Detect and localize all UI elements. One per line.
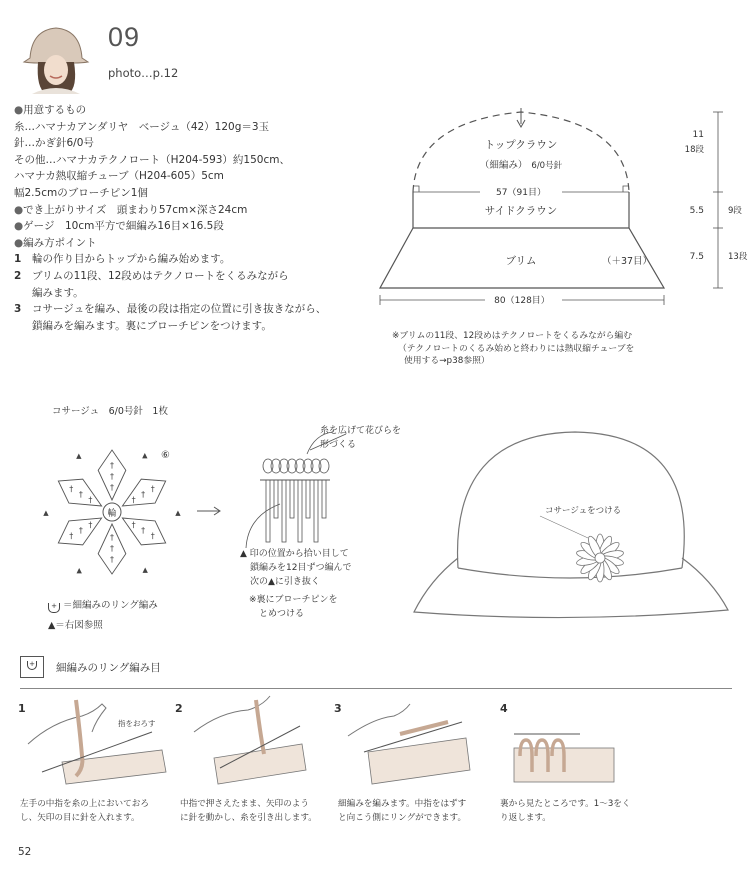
point-3-cont: 鎖編みを編みます。裏にブローチピンをつけます。 [32, 319, 272, 332]
materials-heading: ●用意するもの [14, 104, 87, 116]
point-1: 1 輪の作り目からトップから編み始めます。 [14, 253, 231, 266]
pin-note: ※裏にブローチピンを とめつける [249, 595, 338, 619]
photo-reference: photo…p.12 [108, 66, 179, 80]
step-2-illustration [190, 692, 310, 787]
corsage-chart [30, 420, 200, 600]
triangle-marker: ▲ [43, 509, 49, 518]
flower-center [595, 553, 605, 563]
gauge: ●ゲージ 10cm平方で細編み16目×16.5段 [14, 220, 224, 233]
pattern-number: 09 [108, 22, 141, 52]
stitch-symbol: † [110, 461, 114, 470]
hook-line: 針…かぎ針6/0号 [14, 137, 94, 150]
dim-mid-rows: 9段 [728, 206, 742, 216]
chain-loop [263, 459, 273, 473]
corsage-legend-ring: + ＝細編みのリング編み [48, 597, 158, 613]
hat-note: ※ブリムの11段、12段めはテクノロートをくるみながら編む （テクノロートのくるみ始めと終わりには熱収縮チューブを 使用する→p38参照） [392, 331, 635, 366]
chain-loop [271, 459, 281, 473]
arrow-right-icon [196, 506, 222, 516]
dim-top-value: 11 [692, 130, 704, 140]
chain-loop [319, 459, 329, 473]
side-crown-label: サイドクラウン [484, 205, 558, 217]
other-line-3: 幅2.5cmのブローチピン1個 [14, 186, 148, 199]
stitch-symbol: † [69, 531, 74, 541]
dim-top-rows: 18段 [684, 145, 704, 155]
triangle-marker: ▲ [76, 566, 82, 575]
chain-strand [290, 480, 294, 518]
step-3-caption: 細編みを編みます。中指をはずす と向こう側にリングができます。 [338, 799, 467, 823]
ring-label: 輪 [107, 509, 117, 519]
ring-stitch-icon: + [20, 656, 44, 678]
chain-loop [303, 459, 313, 473]
stitch-symbol: † [78, 490, 83, 499]
spread-note: 糸を広げて花びらを 形づくる [320, 426, 402, 450]
step-4-number: 4 [500, 702, 508, 715]
technique-header: + 細編みのリング編み目 [20, 656, 161, 678]
brim-width: 80（128目） [494, 296, 550, 306]
dim-bot-rows: 13段 [728, 252, 748, 262]
stitch-symbol: † [88, 520, 93, 530]
dim-bot-value: 7.5 [689, 252, 704, 262]
ring-stitch-icon: + [48, 603, 60, 613]
yarn-line: 糸…ハマナカアンダリヤ ベージュ（42）120g＝3玉 [14, 120, 270, 133]
step-3-number: 3 [334, 702, 342, 715]
chain-loop [287, 459, 297, 473]
chain-loop [295, 459, 305, 473]
step-2-caption: 中指で押さえたまま、矢印のよう に針を動かし、糸を引き出します。 [180, 799, 317, 823]
corsage-title: コサージュ 6/0号針 1枚 [52, 406, 168, 417]
top-crown-label: トップクラウン [484, 139, 558, 151]
step-1-caption: 左手の中指を糸の上においておろ し、矢印の目に針を入れます。 [20, 799, 149, 823]
stitch-symbol: † [110, 555, 114, 564]
materials-block [14, 102, 326, 334]
page-number: 52 [18, 846, 32, 858]
stitch-symbol: † [150, 484, 155, 494]
pickup-arrow [244, 500, 284, 550]
stitch-symbol: † [110, 533, 114, 542]
step-3-illustration [344, 692, 474, 787]
other-line-1: その他…ハマナカテクノロート（H204-593）約150cm、 [14, 153, 290, 166]
brim-label: ブリム [505, 255, 537, 267]
stitch-symbol: † [131, 520, 136, 530]
chain-loop [311, 459, 321, 473]
step-1-number: 1 [18, 702, 26, 715]
other-line-2: ハマナカ熱収縮チューブ（H204-605）5cm [14, 170, 224, 183]
finger-label: 指をおろす [118, 719, 156, 728]
triangle-marker: ▲ [175, 508, 181, 517]
top-crown-stitch: （細編み） 6/0号針 [479, 160, 563, 171]
step-2-number: 2 [175, 702, 183, 715]
point-2-cont: 編みます。 [32, 286, 84, 299]
crown-width: 57（91目） [496, 188, 546, 198]
attach-corsage-label: コサージュをつける [545, 506, 622, 516]
point-2: 2 ブリムの11段、12段めはテクノロートをくるみながら [14, 269, 289, 282]
step-4-illustration [510, 718, 620, 788]
pickup-note: ▲ 印の位置から拾い目して 鎖編みを12目ずつ編んで 次の▲に引き抜く [240, 549, 352, 587]
stitch-symbol: † [110, 544, 114, 553]
row-marker: ⑥ [161, 450, 170, 461]
technique-rule [20, 688, 732, 689]
point-3: 3 コサージュを編み、最後の段は指定の位置に引き抜きながら、 [14, 303, 327, 316]
stitch-symbol: † [131, 495, 136, 505]
finished-hat-illustration [410, 420, 735, 620]
stitch-symbol: † [110, 483, 114, 492]
chain-strand [314, 480, 318, 542]
chain-loop [279, 459, 289, 473]
brim-increase: （＋37目） [601, 256, 653, 267]
chain-strand [298, 480, 302, 542]
model-photo [18, 18, 94, 94]
stitch-symbol: † [69, 484, 74, 494]
dim-mid-value: 5.5 [689, 206, 704, 216]
stitch-symbol: † [88, 495, 93, 505]
corsage-legend-triangle: ▲＝右図参照 [48, 620, 103, 631]
chain-strand [306, 480, 310, 518]
points-heading: ●編み方ポイント [14, 236, 97, 249]
step-4-caption: 裏から見たところです。1～3をく り返します。 [500, 799, 631, 823]
chain-strand [322, 480, 326, 518]
stitch-symbol: † [150, 531, 155, 541]
stitch-symbol: † [78, 526, 83, 535]
stitch-symbol: † [110, 472, 114, 481]
triangle-marker: ▲ [142, 566, 148, 575]
triangle-marker: ▲ [142, 451, 148, 460]
stitch-symbol: † [141, 526, 146, 535]
step-1-illustration [22, 692, 172, 787]
triangle-marker: ▲ [76, 451, 82, 460]
hat-schematic [370, 98, 748, 313]
stitch-symbol: † [141, 490, 146, 499]
finished-size: ●でき上がりサイズ 頭まわり57cm×深さ24cm [14, 203, 248, 216]
